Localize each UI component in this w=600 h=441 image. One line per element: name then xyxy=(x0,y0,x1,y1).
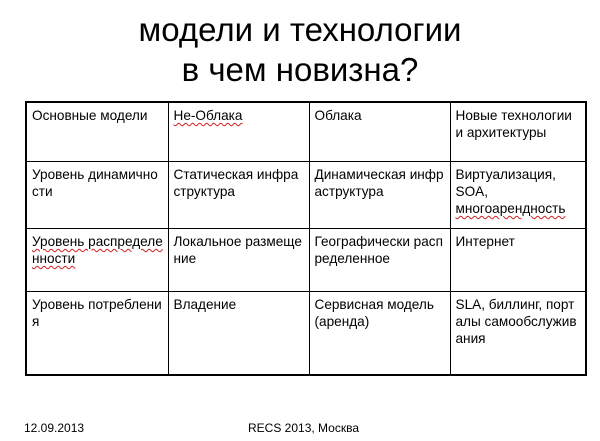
table-cell: Географически распределенное xyxy=(309,229,450,292)
table-row xyxy=(26,102,586,162)
table-cell: Уровень потребления xyxy=(26,292,168,376)
table-cell: Владение xyxy=(168,292,309,376)
table-cell: Интернет xyxy=(450,229,586,292)
title-line-2: в чем новизна? xyxy=(181,51,419,88)
footer-event: RECS 2013, Москва xyxy=(248,421,360,435)
cell-text: Уровень распределенности xyxy=(32,234,163,266)
table-cell xyxy=(450,162,586,229)
table-row xyxy=(26,162,586,229)
table-cell: Сервисная модель (аренда) xyxy=(309,292,450,376)
table-row xyxy=(26,229,586,292)
table-cell: Уровень динамичности xyxy=(26,162,168,229)
cell-line: Виртуализация, xyxy=(455,167,556,182)
cell-line: многоарендность xyxy=(455,201,566,216)
table-cell: Новые технологии и архитектуры xyxy=(450,102,586,162)
table-cell xyxy=(168,102,309,162)
table-cell: Статическая инфраструктура xyxy=(168,162,309,229)
table-cell xyxy=(26,229,168,292)
title-line-1: модели и технологии xyxy=(138,11,462,48)
footer-date: 12.09.2013 xyxy=(24,421,85,435)
table-row xyxy=(26,292,586,376)
cell-text: Не-Облака xyxy=(173,108,243,123)
table-cell: Основные модели xyxy=(26,102,168,162)
comparison-table xyxy=(25,101,587,376)
cell-line: SOA, xyxy=(455,184,488,199)
table-cell: Локальное размещение xyxy=(168,229,309,292)
table-cell: Облака xyxy=(309,102,450,162)
slide-title xyxy=(0,10,600,90)
table-cell: Динамическая инфраструктура xyxy=(309,162,450,229)
table-cell: SLA, биллинг, порталы самообслуживания xyxy=(450,292,586,376)
